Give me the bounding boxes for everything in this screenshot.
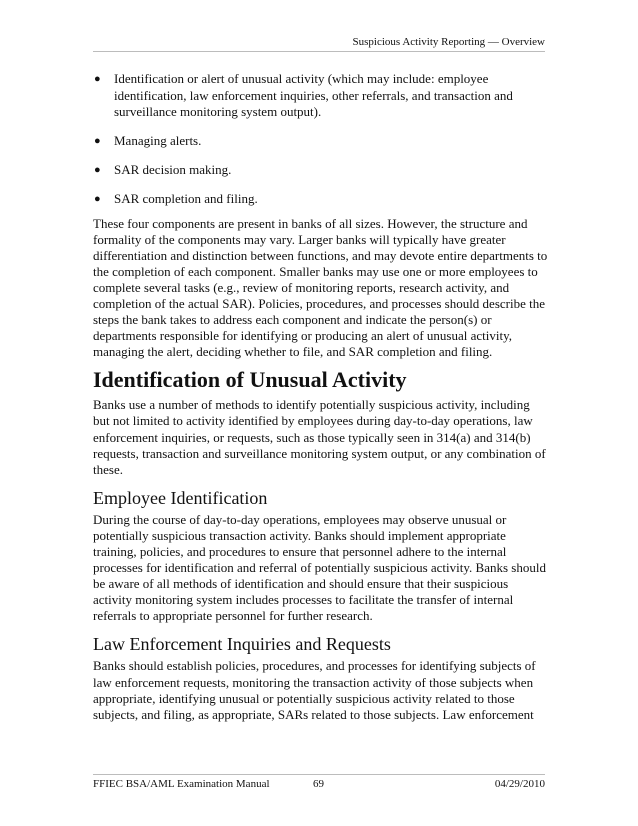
law-enforcement-paragraph: Banks should establish policies, procedures, and processes for identifying subjects of law enforcement requests, monitoring the transaction activity of those subjects when appropriate, identifying unusual or potentially suspicious activity related to those subjects, and filing, as appropriate, SARs related to those subjects. Law enforcement: [93, 658, 536, 722]
bullet-icon: ●: [94, 135, 101, 147]
footer-date: 04/29/2010: [494, 778, 545, 790]
section-heading: Identification of Unusual Activity: [93, 367, 407, 393]
list-item-text: SAR decision making.: [114, 162, 232, 177]
list-item-text: Managing alerts.: [114, 133, 202, 148]
list-item: [93, 162, 548, 179]
list-item: [93, 133, 548, 150]
component-list: [93, 71, 548, 208]
footer-divider: [93, 774, 545, 775]
running-header-title: Suspicious Activity Reporting — Overview: [352, 36, 545, 48]
footer-manual-title: FFIEC BSA/AML Examination Manual: [93, 778, 270, 790]
header-divider: [93, 51, 545, 52]
section-paragraph: Banks use a number of methods to identify potentially suspicious activity, including but not limited to activity identified by employees during day-to-day operations, law enforcement inquiries, or requests, such as those typically seen in 314(a) and 314(b) requests, transaction and surveillance monitoring system output, or any combination of these.: [93, 397, 546, 477]
subsection-heading-law-enforcement: Law Enforcement Inquiries and Requests: [93, 634, 391, 655]
list-item-text: Identification or alert of unusual activity (which may include: employee identification, law enforcement inquiries, other referrals, and transaction and surveillance monitoring system output).: [114, 71, 513, 119]
bullet-icon: ●: [94, 193, 101, 205]
list-item-text: SAR completion and filing.: [114, 191, 258, 206]
bullet-icon: ●: [94, 164, 101, 176]
list-item: [93, 191, 548, 208]
footer-page-number: 69: [313, 778, 324, 790]
employee-identification-paragraph: During the course of day-to-day operations, employees may observe unusual or potentially suspicious transaction activity. Banks should implement appropriate training, policies, and procedures to ensure that personnel adhere to the internal processes for identification and referral of potentially suspicious activity. Banks should be aware of all methods of identification and should ensure that their suspicious activity monitoring system includes processes to facilitate the transfer of internal referrals to appropriate personnel for further research.: [93, 511, 546, 624]
intro-paragraph: These four components are present in banks of all sizes. However, the structure and formality of the components may vary. Larger banks will typically have greater differentiation and distinction between functions, and may devote entire departments to the completion of each component. Smaller banks may use one or more employees to complete several tasks (e.g., review of monitoring reports, research activity, and completion of the actual SAR). Policies, procedures, and processes should describe the steps the bank takes to address each component and indicate the person(s) or departments responsible for identifying or producing an alert of unusual activity, managing the alert, deciding whether to file, and SAR completion and filing.: [93, 215, 548, 360]
list-item: [93, 71, 548, 121]
page-body: [93, 71, 548, 723]
subsection-heading-employee-identification: Employee Identification: [93, 487, 268, 508]
bullet-icon: ●: [94, 73, 101, 85]
